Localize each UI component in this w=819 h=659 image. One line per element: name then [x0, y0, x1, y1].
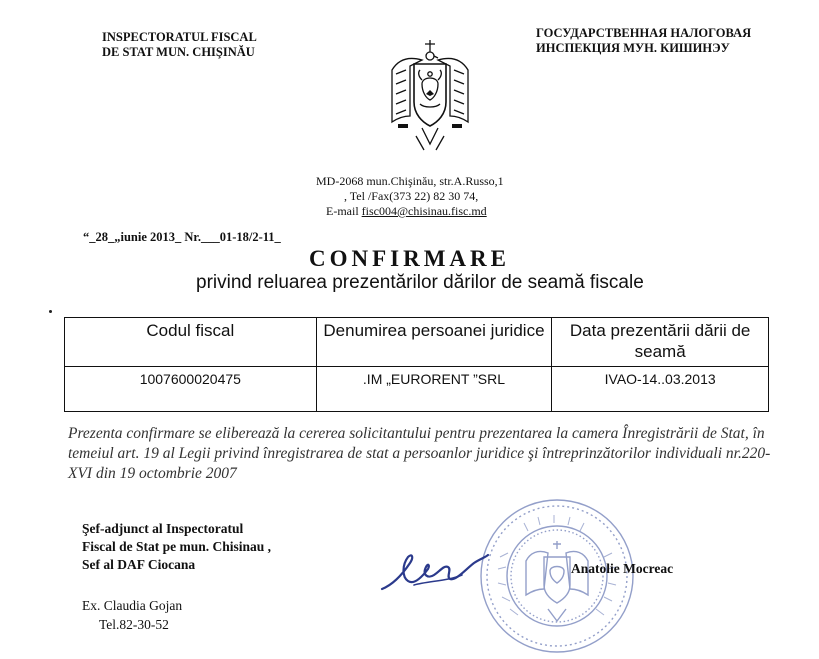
phone-fax-line: , Tel /Fax(373 22) 82 30 74, — [344, 189, 479, 203]
handwritten-signature-icon — [378, 545, 490, 595]
column-header-company-name: Denumirea persoanei juridice — [316, 318, 552, 367]
signer-name: Anatolie Mocreac — [571, 561, 674, 576]
reference-number-date: “_28_„iunie 2013_ Nr.___01-18/2-11_ — [83, 230, 281, 244]
address-line: MD-2068 mun.Chişinău, str.A.Russo,1 — [316, 174, 504, 188]
executor-name: Ex. Claudia Gojan — [82, 598, 183, 613]
table-header-row — [65, 318, 769, 367]
cell-fiscal-code: 1007600020475 — [65, 367, 317, 412]
issuer-ru-line-1: ГОСУДАРСТВЕННАЯ НАЛОГОВАЯ — [536, 26, 752, 40]
confirmation-note: Prezenta confirmare se eliberează la cererea solicitantului pentru prezentarea la camera Înregistrării de Stat, în temeiul art. 19 al Legii privind înregistrarea de stat a persoanlor juridice şi întreprinzătorilor individuali nr.220-XVI din 19 octombrie 2007 — [68, 425, 771, 482]
signatory-title-line-3: Sef al DAF Ciocana — [82, 557, 196, 572]
cell-company-name: .IM „EURORENT ”SRL — [316, 367, 552, 412]
signatory-title-line-1: Şef-adjunct al Inspectoratul — [82, 521, 244, 536]
email-link[interactable]: fisc004@chisinau.fisc.md — [361, 204, 487, 218]
contact-address — [316, 174, 504, 219]
confirmation-table — [64, 317, 769, 412]
moldova-coat-of-arms-icon — [386, 36, 474, 158]
column-header-fiscal-code: Codul fiscal — [65, 318, 317, 367]
executor-info — [82, 596, 182, 634]
issuer-line-2: DE STAT MUN. CHIŞINĂU — [102, 45, 255, 59]
document-title: CONFIRMARE — [309, 246, 510, 271]
document-subtitle: privind reluarea prezentărilor dărilor de seamă fiscale — [196, 272, 644, 293]
issuer-name-russian — [536, 26, 751, 56]
email-line — [316, 204, 504, 219]
signatory-title-line-2: Fiscal de Stat pe mun. Chisinau , — [82, 539, 272, 554]
issuer-line-1: INSPECTORATUL FISCAL — [102, 30, 257, 44]
signatory-title — [82, 520, 271, 574]
cell-submission-date: IVAO-14..03.2013 — [552, 367, 769, 412]
issuer-ru-line-2: ИНСПЕКЦИЯ МУН. КИШИНЭУ — [536, 41, 730, 55]
issuer-name-romanian — [102, 30, 257, 60]
margin-dot — [49, 310, 52, 313]
executor-phone: Tel.82-30-52 — [99, 617, 169, 632]
email-label: E-mail — [326, 204, 362, 218]
table-row — [65, 367, 769, 412]
column-header-submission-date: Data prezentării dării de seamă — [552, 318, 769, 367]
